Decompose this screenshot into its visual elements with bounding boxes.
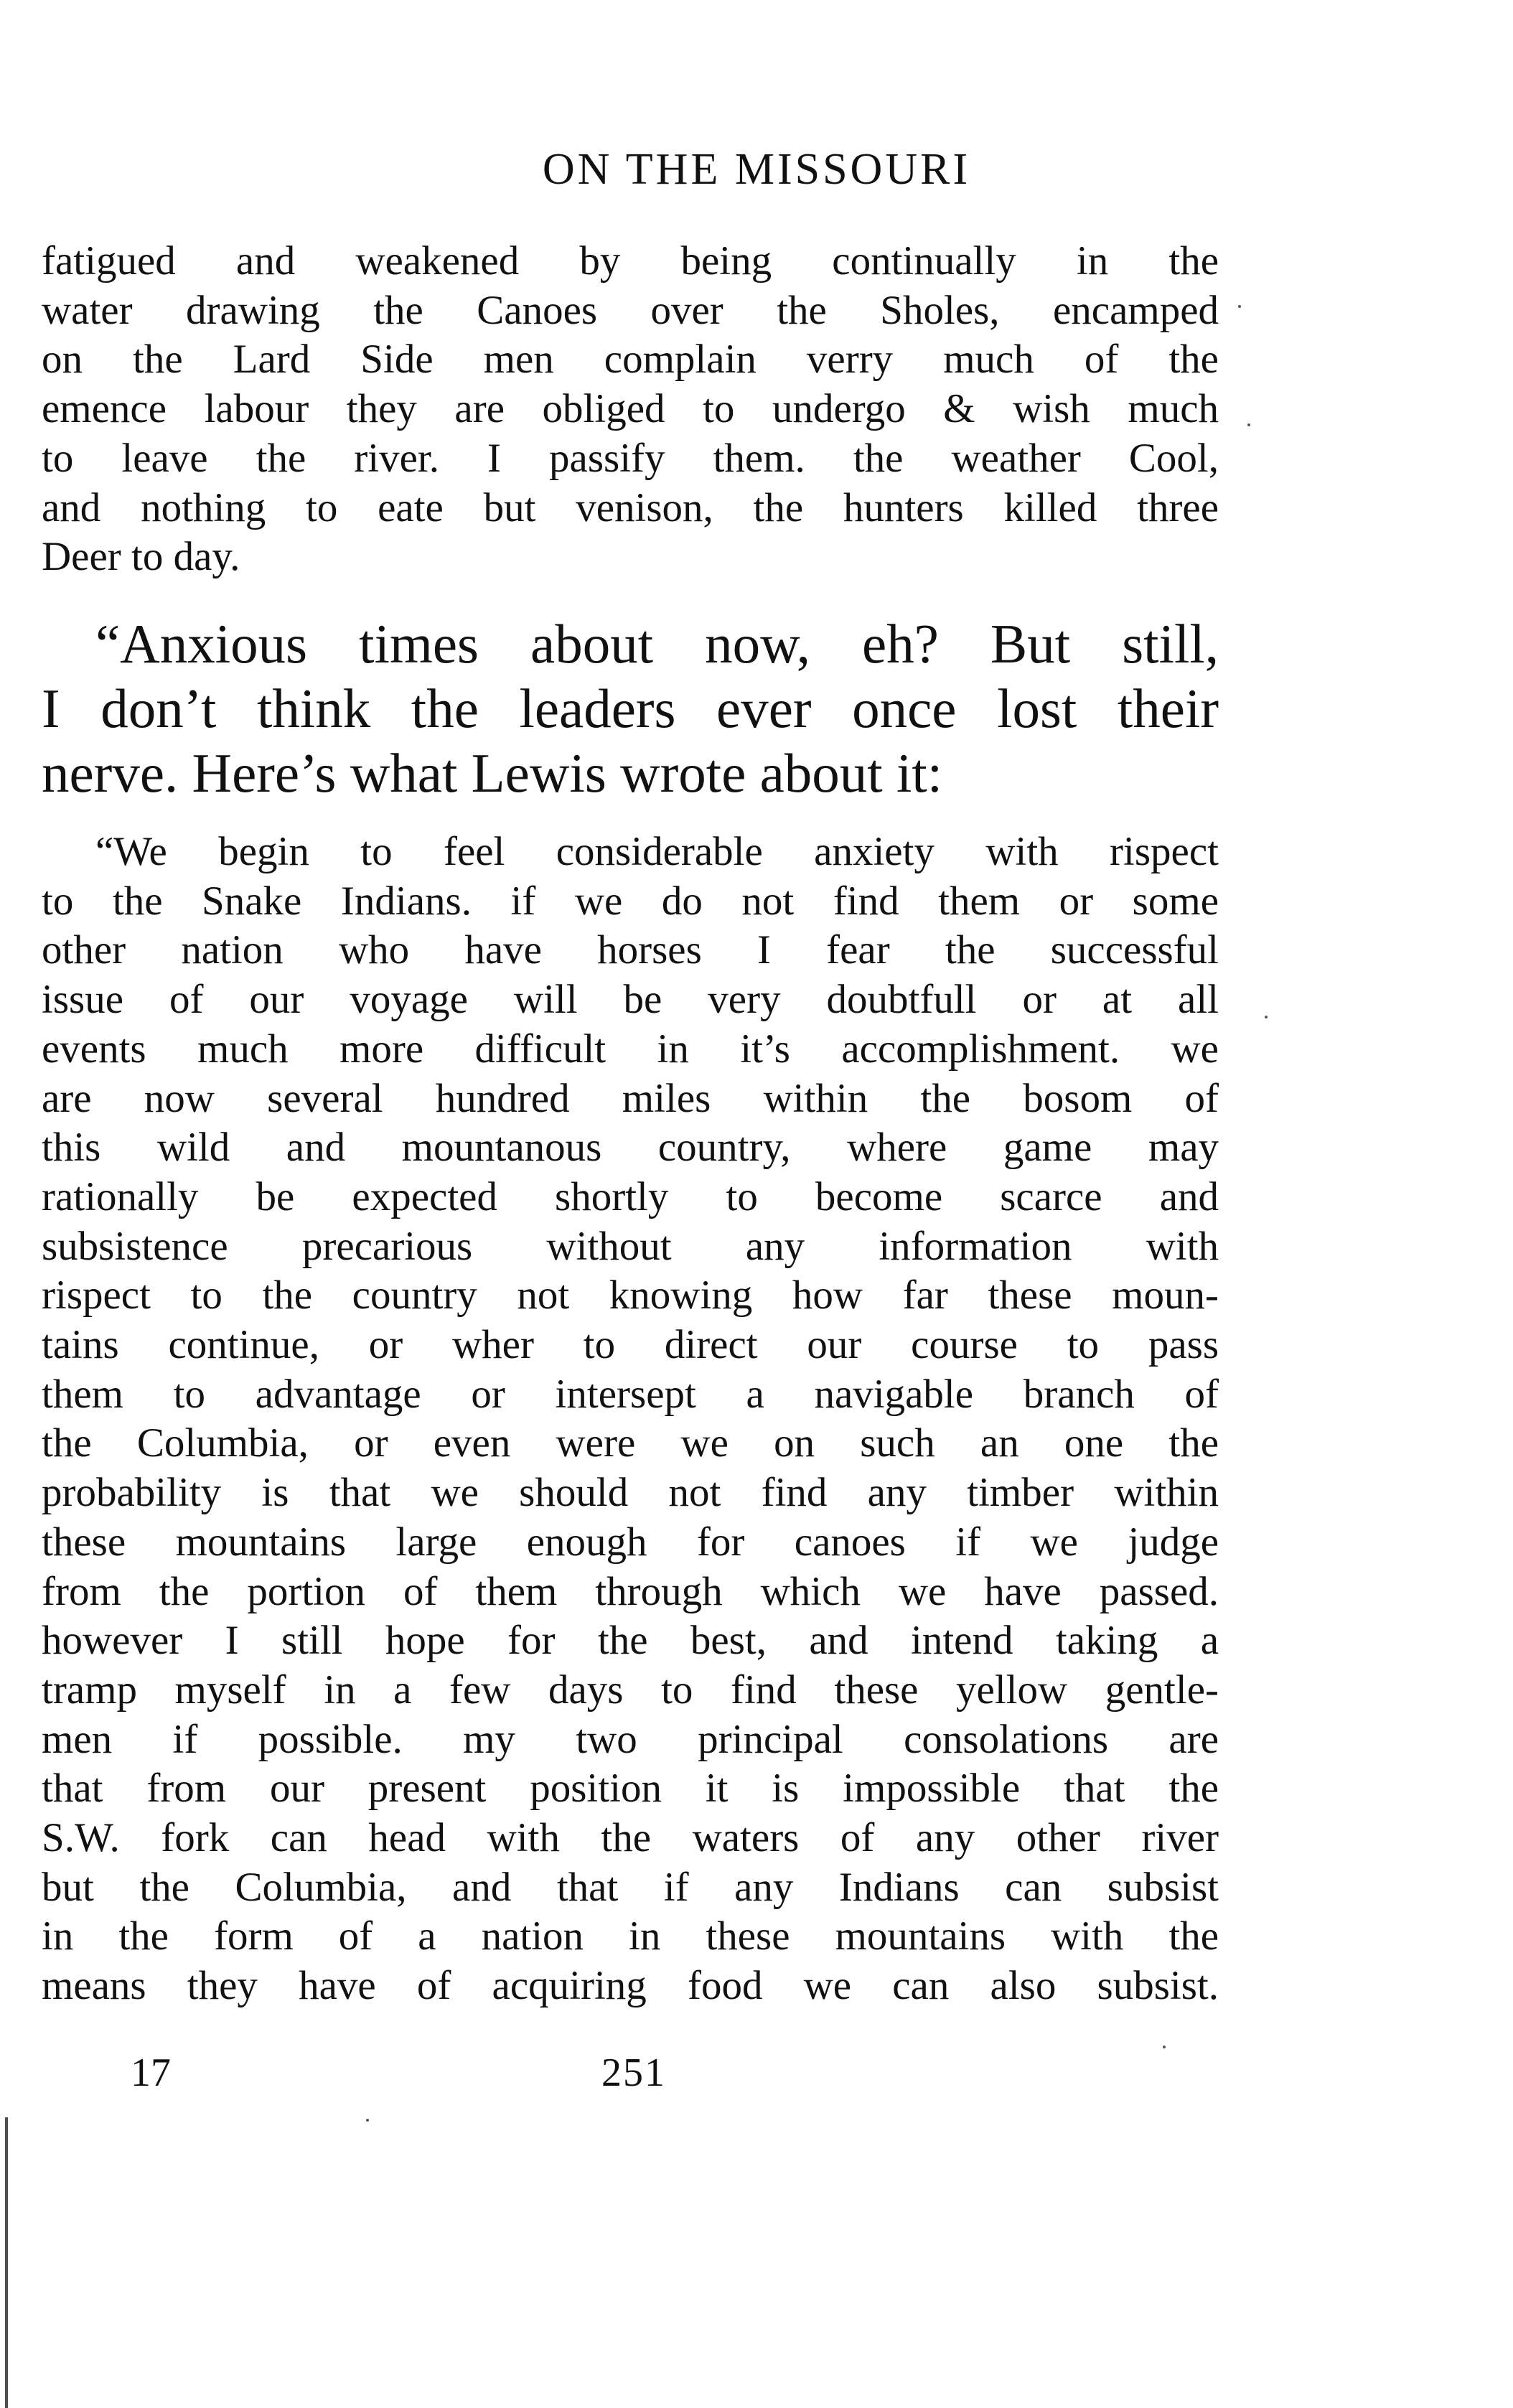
running-head: ON THE MISSOURI — [542, 145, 971, 194]
text-line: probability is that we should not find any timber within — [42, 1470, 1219, 1516]
text-line: S.W. fork can head with the waters of any other river — [42, 1815, 1219, 1861]
text-line: other nation who have horses I fear the successful — [42, 927, 1219, 973]
paragraph-narration — [42, 612, 1219, 805]
text-line: fatigued and weakened by being continually in the — [42, 238, 1219, 284]
ink-speck — [1163, 2046, 1166, 2048]
text-line: and nothing to eate but venison, the hunters killed three — [42, 484, 1219, 530]
text-line: these mountains large enough for canoes if we judge — [42, 1519, 1219, 1565]
text-line: rispect to the country not knowing how far these moun- — [42, 1273, 1219, 1318]
signature-mark: 17 — [131, 2051, 171, 2095]
binding-edge-mark — [5, 2117, 8, 2408]
text-line: events much more difficult in it’s accomplishment. we — [42, 1026, 1219, 1072]
text-line: are now several hundred miles within the bosom of — [42, 1075, 1219, 1121]
text-line: means they have of acquiring food we can also subsist. — [42, 1963, 1219, 2009]
text-line: tains continue, or wher to direct our course to pass — [42, 1322, 1219, 1368]
text-line: them to advantage or intersept a navigable branch of — [42, 1371, 1219, 1417]
ink-speck — [366, 2119, 369, 2122]
text-line: men if possible. my two principal consolations are — [42, 1716, 1219, 1762]
text-line: but the Columbia, and that if any Indians can subsist — [42, 1864, 1219, 1910]
text-line: rationally be expected shortly to become scarce and — [42, 1173, 1219, 1219]
text-line: that from our present position it is impossible that the — [42, 1766, 1219, 1812]
paragraph-lewis-quote — [42, 828, 1219, 2011]
text-line: from the portion of them through which we have passed. — [42, 1568, 1219, 1614]
page-number: 251 — [601, 2051, 666, 2095]
text-line: “Anxious times about now, eh? But still, — [95, 613, 1219, 675]
text-line: I don’t think the leaders ever once lost their — [42, 678, 1219, 739]
ink-speck — [1247, 423, 1250, 426]
text-line: “We begin to feel considerable anxiety with rispect — [95, 829, 1219, 874]
text-line: issue of our voyage will be very doubtfull or at all — [42, 977, 1219, 1023]
text-line: in the form of a nation in these mountains with the — [42, 1913, 1219, 1959]
text-line: Deer to day. — [42, 534, 240, 580]
text-line: nerve. Here’s what Lewis wrote about it: — [42, 742, 943, 804]
text-line: tramp myself in a few days to find these yellow gentle- — [42, 1667, 1219, 1713]
text-line: on the Lard Side men complain verry much of the — [42, 337, 1219, 383]
text-line: the Columbia, or even were we on such an one the — [42, 1420, 1219, 1466]
text-line: water drawing the Canoes over the Sholes, encamped — [42, 287, 1219, 333]
text-line: subsistence precarious without any information with — [42, 1223, 1219, 1269]
paragraph-journal-entry — [42, 237, 1219, 582]
text-line: however I still hope for the best, and intend taking a — [42, 1618, 1219, 1664]
text-line: to leave the river. I passify them. the weather Cool, — [42, 435, 1219, 481]
ink-speck — [1265, 1016, 1268, 1018]
ink-speck — [1238, 305, 1241, 308]
text-line: this wild and mountanous country, where game may — [42, 1125, 1219, 1171]
text-line: to the Snake Indians. if we do not find them or some — [42, 878, 1219, 924]
text-line: emence labour they are obliged to undergo & wish much — [42, 386, 1219, 432]
